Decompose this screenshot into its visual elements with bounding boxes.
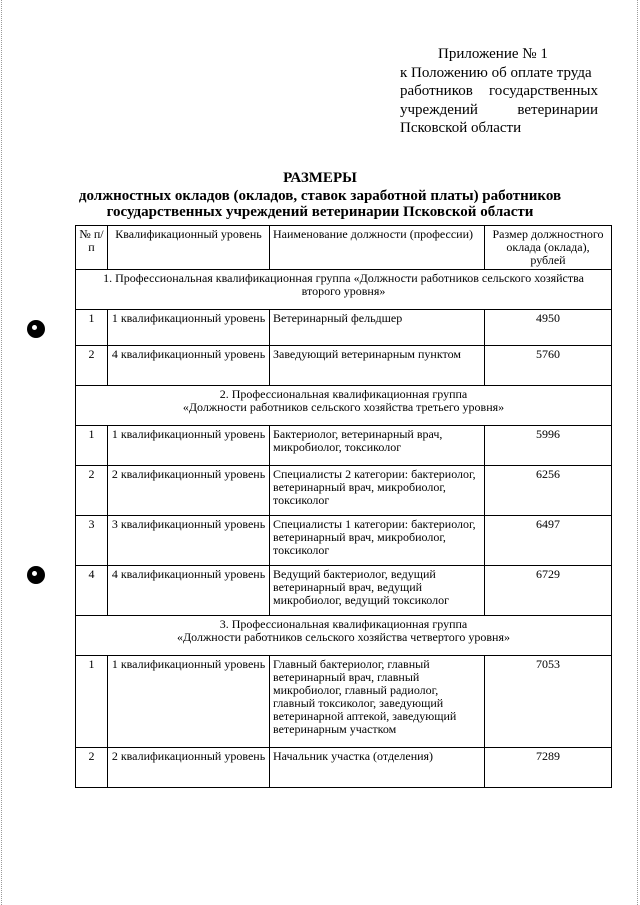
punch-hole-icon: [27, 320, 45, 338]
appendix-line: Псковской области: [400, 120, 522, 136]
row-number: 2: [76, 748, 108, 788]
group-row: [76, 270, 612, 310]
group-title-line: 2. Профессиональная квалификационная группа: [219, 387, 468, 401]
table-row: [76, 516, 612, 566]
group-title-line: 3. Профессиональная квалификационная группа: [219, 617, 468, 631]
row-salary: 6497: [485, 516, 612, 566]
row-salary: 6256: [485, 466, 612, 516]
subtitle-line: должностных окладов (окладов, ставок заработной платы) работников: [78, 188, 562, 204]
appendix-title: Приложение № 1: [438, 46, 548, 62]
group-title-line: «Должности работников сельского хозяйства третьего уровня»: [182, 400, 505, 414]
row-level: 2 квалификационный уровень: [108, 748, 270, 788]
table-row: [76, 748, 612, 788]
appendix-header: [400, 45, 598, 138]
punch-hole-icon: [27, 566, 45, 584]
row-number: 2: [76, 466, 108, 516]
row-level: 4 квалификационный уровень: [108, 566, 270, 616]
row-position: Начальник участка (отделения): [270, 748, 485, 788]
group-title-line: второго уровня»: [301, 284, 386, 298]
row-position: Специалисты 2 категории: бактериолог, ветеринарный врач, микробиолог, токсиколог: [270, 466, 485, 516]
header-level: Квалификационный уровень: [108, 226, 270, 270]
document-title: РАЗМЕРЫ: [283, 170, 357, 186]
subtitle-line: государственных учреждений ветеринарии Псковской области: [106, 204, 534, 220]
appendix-word: работников: [400, 83, 473, 99]
row-salary: 5996: [485, 426, 612, 466]
row-position: Ведущий бактериолог, ведущий ветеринарный врач, ведущий микробиолог, ведущий токсиколог: [270, 566, 485, 616]
scan-edge-right: [637, 0, 639, 905]
table-header-row: [76, 226, 612, 270]
header-position: Наименование должности (профессии): [270, 226, 485, 270]
group-title: [76, 386, 612, 426]
header-number: № п/п: [76, 226, 108, 270]
row-position: Специалисты 1 категории: бактериолог, ветеринарный врач, микробиолог, токсиколог: [270, 516, 485, 566]
row-position: Ветеринарный фельдшер: [270, 310, 485, 346]
appendix-word: ветеринарии: [517, 101, 598, 118]
table-row: [76, 466, 612, 516]
document-subtitle: [60, 188, 580, 220]
row-level: 4 квалификационный уровень: [108, 346, 270, 386]
appendix-word: учреждений: [400, 101, 478, 118]
group-row: [76, 616, 612, 656]
appendix-word: государственных: [489, 83, 598, 99]
row-salary: 7053: [485, 656, 612, 748]
table-row: [76, 346, 612, 386]
row-position: Бактериолог, ветеринарный врач, микробиолог, токсиколог: [270, 426, 485, 466]
salary-table: [75, 225, 612, 788]
group-title: [76, 616, 612, 656]
row-salary: 5760: [485, 346, 612, 386]
scan-edge-left: [1, 0, 3, 905]
row-number: 1: [76, 426, 108, 466]
group-title-line: «Должности работников сельского хозяйства четвертого уровня»: [176, 630, 510, 644]
appendix-line: к Положению об оплате труда: [400, 64, 592, 81]
row-number: 3: [76, 516, 108, 566]
row-number: 1: [76, 656, 108, 748]
table-row: [76, 656, 612, 748]
table-row: [76, 566, 612, 616]
row-position: Заведующий ветеринарным пунктом: [270, 346, 485, 386]
row-salary: 7289: [485, 748, 612, 788]
row-level: 1 квалификационный уровень: [108, 310, 270, 346]
group-row: [76, 386, 612, 426]
header-salary: Размер должностного оклада (оклада), рублей: [485, 226, 612, 270]
group-title: [76, 270, 612, 310]
row-salary: 6729: [485, 566, 612, 616]
row-level: 3 квалификационный уровень: [108, 516, 270, 566]
table-row: [76, 310, 612, 346]
row-level: 2 квалификационный уровень: [108, 466, 270, 516]
group-title-line: 1. Профессиональная квалификационная группа «Должности работников сельского хозяйства: [103, 271, 584, 285]
row-position: Главный бактериолог, главный ветеринарный врач, главный микробиолог, главный радиолог, главный токсиколог, заведующий ветеринарной аптекой, заведующий ветеринарным участком: [270, 656, 485, 748]
table-row: [76, 426, 612, 466]
row-level: 1 квалификационный уровень: [108, 656, 270, 748]
row-number: 4: [76, 566, 108, 616]
appendix-line-justified: [400, 101, 598, 120]
row-number: 2: [76, 346, 108, 386]
row-number: 1: [76, 310, 108, 346]
row-level: 1 квалификационный уровень: [108, 426, 270, 466]
appendix-line-justified: [400, 82, 598, 101]
row-salary: 4950: [485, 310, 612, 346]
